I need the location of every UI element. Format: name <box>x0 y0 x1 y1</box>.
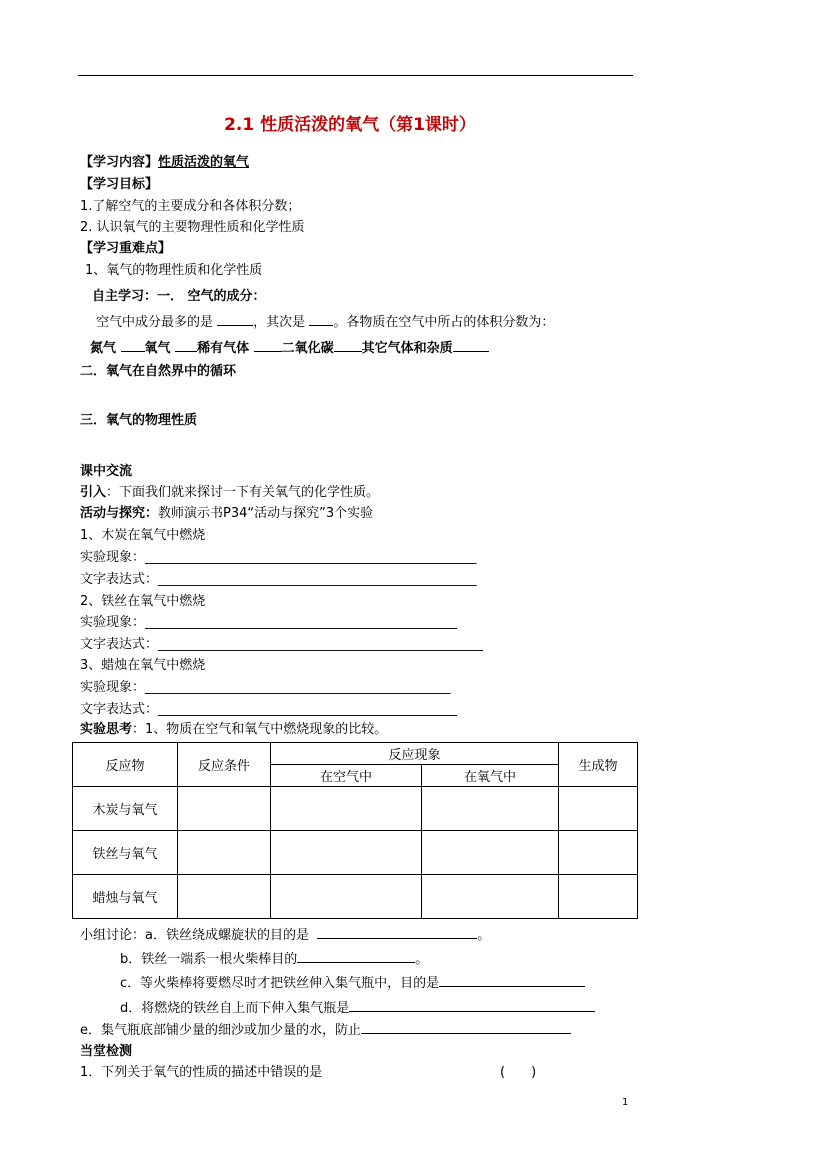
blank-line <box>361 1021 571 1034</box>
empty-cell[interactable] <box>271 875 422 919</box>
comparison-table <box>72 742 638 919</box>
table-header-row <box>73 743 638 765</box>
reactant-cell: 铁丝与氧气 <box>73 831 178 875</box>
gas-label: 二氧化碳 <box>281 341 334 356</box>
goal-item: 1.了解空气的主要成分和各体积分数； <box>80 199 301 214</box>
answer-paren: ( ) <box>500 1065 537 1080</box>
experiment-phenomenon: 实验现象：___________________________________________________ <box>80 550 477 565</box>
test-heading: 当堂检测 <box>80 1044 133 1059</box>
gas-label: 稀有气体 <box>197 341 250 356</box>
experiment-expression: 文字表达式：__________________________________________________ <box>80 637 484 652</box>
reactant-cell: 蜡烛与氧气 <box>73 875 178 919</box>
content-label: 【学习内容】 <box>80 155 159 170</box>
empty-cell[interactable] <box>178 787 271 831</box>
experiment-expression: 文字表达式：_________________________________________________ <box>80 572 477 587</box>
empty-cell[interactable] <box>422 875 559 919</box>
empty-cell[interactable] <box>559 831 638 875</box>
key-header: 【学习重难点】 <box>80 241 172 256</box>
empty-cell[interactable] <box>422 787 559 831</box>
goals-header: 【学习目标】 <box>80 177 159 192</box>
thinking-text: ：1、物质在空气和氧气中燃烧现象的比较。 <box>132 722 388 737</box>
self-study-heading: 自主学习：一． 空气的成分： <box>92 289 266 304</box>
activity-line <box>80 505 373 523</box>
gas-label: 其它气体和杂质 <box>361 341 453 356</box>
content-value: 性质活泼的氧气 <box>158 155 250 170</box>
header-product: 生成物 <box>559 743 638 787</box>
air-question-a: 空气中成分最多的是 <box>96 315 214 330</box>
blank-line <box>317 926 477 939</box>
header-in-air: 在空气中 <box>271 765 422 787</box>
thinking-line <box>80 721 387 739</box>
blank-line <box>453 339 489 352</box>
blank-line <box>297 950 415 963</box>
blank-line <box>254 339 282 352</box>
discussion-e-text: e．集气瓶底部铺少量的细沙或加少量的水，防止 <box>80 1023 361 1038</box>
table-row <box>73 875 638 919</box>
experiment-title: 3、蜡烛在氧气中燃烧 <box>80 658 206 673</box>
empty-cell[interactable] <box>178 875 271 919</box>
empty-cell[interactable] <box>178 831 271 875</box>
experiment-title: 2、铁丝在氧气中燃烧 <box>80 594 206 609</box>
discussion-c <box>120 974 585 993</box>
header-condition: 反应条件 <box>178 743 271 787</box>
period-mark: 。 <box>477 928 491 943</box>
discussion-c-text: c．等火柴棒将要燃尽时才把铁丝伸入集气瓶中，目的是 <box>120 976 440 991</box>
page-title: 2.1 性质活泼的氧气（第1课时） <box>224 115 476 135</box>
air-question-c: 。各物质在空气中所占的体积分数为： <box>333 315 555 330</box>
intro-line <box>80 484 379 502</box>
empty-cell[interactable] <box>271 831 422 875</box>
experiment-phenomenon: 实验现象：________________________________________________ <box>80 615 458 630</box>
activity-label: 活动与探究： <box>80 506 159 521</box>
discussion-a-text: 小组讨论：a．铁丝绕成螺旋状的目的是 <box>80 928 309 943</box>
discussion-b <box>120 950 428 969</box>
air-question-b: ，其次是 <box>253 315 306 330</box>
goal-item: 2. 认识氧气的主要物理性质和化学性质 <box>80 220 305 235</box>
header-phenomenon: 反应现象 <box>271 743 559 765</box>
gas-label: 氮气 <box>90 341 117 356</box>
intro-text: ：下面我们就来探讨一下有关氧气的化学性质。 <box>106 485 380 500</box>
empty-cell[interactable] <box>559 787 638 831</box>
blank-line <box>175 339 197 352</box>
experiment-expression: 文字表达式：______________________________________________ <box>80 702 458 717</box>
empty-cell[interactable] <box>559 875 638 919</box>
header-in-oxygen: 在氧气中 <box>422 765 559 787</box>
header-rule <box>78 75 633 76</box>
test-question-1: 1．下列关于氧气的性质的描述中错误的是 <box>80 1065 323 1080</box>
blank-line <box>334 339 362 352</box>
period-mark: 。 <box>415 952 429 967</box>
blank-line <box>309 313 333 326</box>
section-3-heading: 三．氧气的物理性质 <box>80 413 198 428</box>
gas-label: 氧气 <box>144 341 171 356</box>
thinking-label: 实验思考 <box>80 722 133 737</box>
header-reactant: 反应物 <box>73 743 178 787</box>
blank-line <box>439 974 585 987</box>
content-line <box>80 154 249 172</box>
discussion-e <box>80 1021 571 1040</box>
page-number: 1 <box>622 1097 629 1108</box>
gas-list <box>90 339 489 358</box>
discussion-b-text: b．铁丝一端系一根火柴棒目的 <box>120 952 298 967</box>
empty-cell[interactable] <box>271 787 422 831</box>
experiment-title: 1、木炭在氧气中燃烧 <box>80 528 206 543</box>
intro-label: 引入 <box>80 485 107 500</box>
blank-line <box>349 999 595 1012</box>
key-item: 1、氧气的物理性质和化学性质 <box>85 263 263 278</box>
table-row <box>73 831 638 875</box>
discussion-d-text: d．将燃烧的铁丝自上而下伸入集气瓶是 <box>120 1001 350 1016</box>
discussion-a <box>80 926 490 945</box>
reactant-cell: 木炭与氧气 <box>73 787 178 831</box>
empty-cell[interactable] <box>422 831 559 875</box>
blank-line <box>121 339 145 352</box>
discussion-d <box>120 999 595 1018</box>
air-question <box>96 313 554 332</box>
table-row <box>73 787 638 831</box>
blank-line <box>217 313 253 326</box>
experiment-phenomenon: 实验现象：_______________________________________________ <box>80 680 451 695</box>
class-exchange-heading: 课中交流 <box>80 464 133 479</box>
activity-text: 教师演示书P34“活动与探究”3个实验 <box>158 506 374 521</box>
section-2-heading: 二．氧气在自然界中的循环 <box>80 364 237 379</box>
